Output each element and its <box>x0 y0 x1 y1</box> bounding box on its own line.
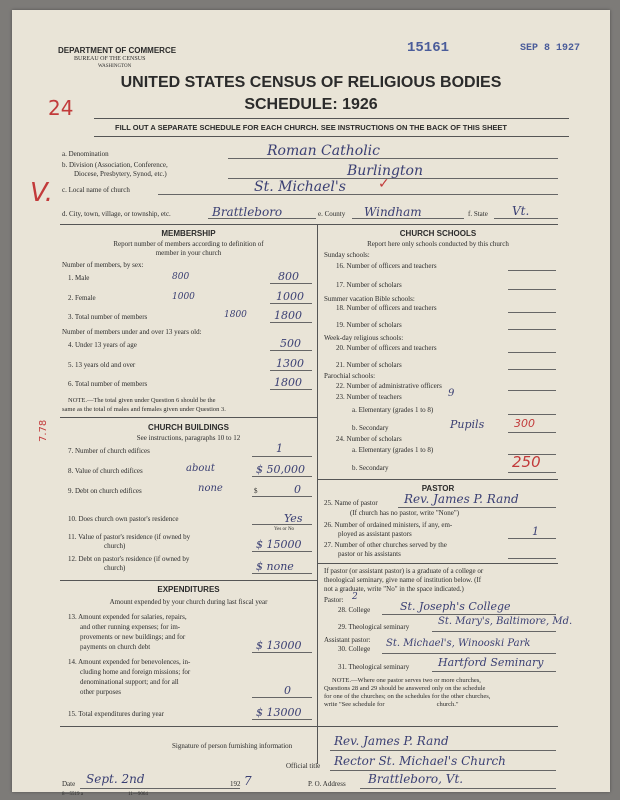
local-name-label: c. Local name of church <box>62 186 130 194</box>
pastor-note-1: NOTE.—Where one pastor serves two or more churches, <box>332 677 481 684</box>
expenditures-sub: Amount expended by your church during last fiscal year <box>109 598 268 606</box>
graduate-note-1: If pastor (or assistant pastor) is a graduate of a college or <box>324 567 484 575</box>
membership-note-1: NOTE.—The total given under Question 6 should be the <box>68 397 216 404</box>
q4-under13-label: 4. Under 13 years of age <box>68 341 137 349</box>
q14-line-4: other purposes <box>80 688 122 696</box>
denomination-value: Roman Catholic <box>267 143 380 159</box>
q1-male-label: 1. Male <box>68 274 90 282</box>
q12-label-1: 12. Debt on pastor's residence (if owned by <box>68 555 190 563</box>
q9-debt-none: none <box>198 483 223 494</box>
q9-debt-label: 9. Debt on church edifices <box>68 487 142 495</box>
state-value: Vt. <box>512 204 530 218</box>
check-mark: ✓ <box>378 176 390 192</box>
form-title: UNITED STATES CENSUS OF RELIGIOUS BODIES <box>120 74 502 91</box>
q24b-label: b. Secondary <box>352 464 389 472</box>
pastor-note-4: write "See schedule for church." <box>324 701 459 708</box>
q31-label: 31. Theological seminary <box>338 663 410 671</box>
membership-intro-1: Report number of members according to definition of <box>113 240 264 248</box>
po-address-label: P. O. Address <box>308 780 346 788</box>
state-label: f. State <box>468 210 488 218</box>
year-digit: 7 <box>244 774 252 788</box>
q12-debt-value: $ none <box>256 560 294 573</box>
q20-label: 20. Number of officers and teachers <box>336 344 437 352</box>
q13-line-1: 13. Amount expended for salaries, repairs, <box>68 613 187 621</box>
q7-edifices-value: 1 <box>276 442 283 455</box>
q24a-label: a. Elementary (grades 1 to 8) <box>352 446 434 454</box>
q8-value-amount: $ 50,000 <box>256 463 305 476</box>
q3-total-label: 3. Total number of members <box>68 313 148 321</box>
margin-mark: 24 <box>48 96 74 120</box>
q27-label-1: 27. Number of other churches served by the <box>324 541 447 549</box>
q26-value: 1 <box>532 525 539 538</box>
q5-over13-value: 1300 <box>276 357 304 370</box>
official-title-value: Rector St. Michael's Church <box>334 754 506 768</box>
q10-residence-value: Yes <box>284 512 303 525</box>
county-value: Windham <box>364 205 422 219</box>
city-value: Brattleboro <box>212 205 283 219</box>
q23-label: 23. Number of teachers <box>336 393 402 401</box>
q8-value-label: 8. Value of church edifices <box>68 467 143 475</box>
q28-college: St. Joseph's College <box>400 600 511 613</box>
schools-heading: CHURCH SCHOOLS <box>399 229 477 238</box>
q6-total-value: 1800 <box>274 376 302 389</box>
form-instruction: FILL OUT A SEPARATE SCHEDULE FOR EACH CHURCH. SEE INSTRUCTIONS ON THE BACK OF THIS SHEET <box>115 123 507 132</box>
q22-label: 22. Number of administrative officers <box>336 382 442 390</box>
q13-line-2: and other running expenses; for im- <box>80 623 181 631</box>
q7-edifices-label: 7. Number of church edifices <box>68 447 150 455</box>
division-value: Burlington <box>347 163 424 179</box>
q18-label: 18. Number of officers and teachers <box>336 304 437 312</box>
membership-note-2: same as the total of males and females given under Question 3. <box>62 406 226 413</box>
q23a-label: a. Elementary (grades 1 to 8) <box>352 406 434 414</box>
expenditures-heading: EXPENDITURES <box>157 585 220 594</box>
weekday-schools-label: Week-day religious schools: <box>324 334 404 342</box>
q13-line-4: payments on church debt <box>80 643 151 651</box>
pastor-heading: PASTOR <box>421 484 455 493</box>
q6-total-label: 6. Total number of members <box>68 380 148 388</box>
q11-label-2: church) <box>104 542 126 550</box>
signature-value: Rev. James P. Rand <box>334 734 449 748</box>
q4-under13-value: 500 <box>280 337 301 350</box>
q23-value: 9 <box>448 388 455 399</box>
q13-amount: $ 13000 <box>256 639 302 652</box>
po-address-value: Brattleboro, Vt. <box>368 772 464 786</box>
department-label: DEPARTMENT OF COMMERCE <box>58 46 177 55</box>
city-label: d. City, town, village, or township, etc. <box>62 210 171 218</box>
bureau-label: BUREAU OF THE CENSUS <box>74 56 146 62</box>
membership-heading: MEMBERSHIP <box>161 229 216 238</box>
pastor-mark: 2 <box>352 592 358 602</box>
pastor-subhead: Pastor: <box>324 596 344 604</box>
q5-over13-label: 5. 13 years old and over <box>68 361 136 369</box>
q1-male-pre: 800 <box>172 272 190 282</box>
q9-debt-value: 0 <box>294 483 301 496</box>
membership-intro-2: member in your church <box>155 249 222 257</box>
members-by-age-label: Number of members under and over 13 years old: <box>62 328 202 336</box>
schools-sub: Report here only schools conducted by this church <box>367 240 509 248</box>
q23b-pupils-note: Pupils <box>450 418 485 431</box>
q25-pastor-name: Rev. James P. Rand <box>404 492 519 506</box>
q2-female-label: 2. Female <box>68 294 96 302</box>
year-prefix: 192 <box>230 780 241 788</box>
q12-label-2: church) <box>104 564 126 572</box>
date-value: Sept. 2nd <box>86 772 145 786</box>
summer-schools-label: Summer vacation Bible schools: <box>324 295 415 303</box>
pastor-note-2: Questions 28 and 29 should be answered only on the schedule <box>324 685 486 692</box>
q26-label-2: ployed as assistant pastors <box>338 530 412 538</box>
buildings-heading: CHURCH BUILDINGS <box>148 423 229 432</box>
division-label-2: Diocese, Presbytery, Synod, etc.) <box>74 170 167 178</box>
q14-line-2: cluding home and foreign missions; for <box>80 668 191 676</box>
official-title-label: Official title <box>286 762 321 770</box>
city-label: WASHINGTON <box>98 64 132 69</box>
stamp-date: SEP 8 1927 <box>520 43 581 54</box>
q27-label-2: pastor or his assistants <box>338 550 401 558</box>
members-by-sex-label: Number of members, by sex: <box>62 261 144 269</box>
census-schedule-form <box>12 10 610 797</box>
q2-female-value: 1000 <box>276 290 304 303</box>
q14-amount: 0 <box>284 684 291 697</box>
q16-label: 16. Number of officers and teachers <box>336 262 437 270</box>
form-subtitle: SCHEDULE: 1926 <box>244 96 378 113</box>
stamp-number: 15161 <box>407 40 450 56</box>
q26-label-1: 26. Number of ordained ministers, if any, em- <box>324 521 453 529</box>
q17-label: 17. Number of scholars <box>336 281 402 289</box>
q3-total-value: 1800 <box>274 309 302 322</box>
q14-line-1: 14. Amount expended for benevolences, in- <box>68 658 191 666</box>
q21-label: 21. Number of scholars <box>336 361 402 369</box>
q28-label: 28. College <box>338 606 371 614</box>
q15-label: 15. Total expenditures during year <box>68 710 164 718</box>
q25-label: 25. Name of pastor <box>324 499 378 507</box>
q9-dollar: $ <box>254 487 258 495</box>
q23b-value: 300 <box>514 417 535 430</box>
q11-residence-value: $ 15000 <box>256 538 302 551</box>
q10-residence-label: 10. Does church own pastor's residence <box>68 515 179 523</box>
q24b-value: 250 <box>512 453 541 471</box>
graduate-note-2: theological seminary, give name of institution below. (If <box>324 576 482 584</box>
print-number: 11—9064 <box>128 792 148 797</box>
q31-seminary: Hartford Seminary <box>438 656 544 669</box>
q29-seminary: St. Mary's, Baltimore, Md. <box>438 616 573 627</box>
q10-yes-no-note: Yes or No <box>274 527 295 532</box>
q23b-label: b. Secondary <box>352 424 389 432</box>
county-label: e. County <box>318 210 346 218</box>
side-note: 7.78 <box>38 419 49 442</box>
q30-college: St. Michael's, Winooski Park <box>386 638 531 649</box>
denomination-label: a. Denomination <box>62 150 109 158</box>
side-check-mark: V. <box>30 178 54 208</box>
q25-note: (If church has no pastor, write "None") <box>350 509 460 517</box>
signature-label: Signature of person furnishing information <box>172 742 293 750</box>
graduate-note-3: not a graduate, write "No" in the space indicated.) <box>324 585 464 593</box>
local-name-value: St. Michael's <box>254 179 346 195</box>
pastor-note-3: for one of the churches; on the schedules for the other churches, <box>324 693 491 700</box>
q15-amount: $ 13000 <box>256 706 302 719</box>
q2-female-pre: 1000 <box>172 292 195 302</box>
parochial-schools-label: Parochial schools: <box>324 372 376 380</box>
q24-label: 24. Number of scholars <box>336 435 402 443</box>
sunday-schools-label: Sunday schools: <box>324 251 370 259</box>
form-number: 8—5519 a <box>62 792 83 797</box>
q14-line-3: denominational support; and for all <box>80 678 179 686</box>
q1-male-value: 800 <box>278 270 299 283</box>
division-label-1: b. Division (Association, Conference, <box>62 161 168 169</box>
q30-label: 30. College <box>338 645 371 653</box>
q29-label: 29. Theological seminary <box>338 623 410 631</box>
q13-line-3: provements or new buildings; and for <box>80 633 186 641</box>
q3-total-pre: 1800 <box>224 310 247 320</box>
q19-label: 19. Number of scholars <box>336 321 402 329</box>
buildings-instructions: See instructions, paragraphs 10 to 12 <box>136 434 241 442</box>
date-label: Date <box>62 780 76 788</box>
q11-label-1: 11. Value of pastor's residence (if owned by <box>68 533 191 541</box>
assistant-pastor-subhead: Assistant pastor: <box>324 636 371 644</box>
q8-about-note: about <box>186 463 215 474</box>
